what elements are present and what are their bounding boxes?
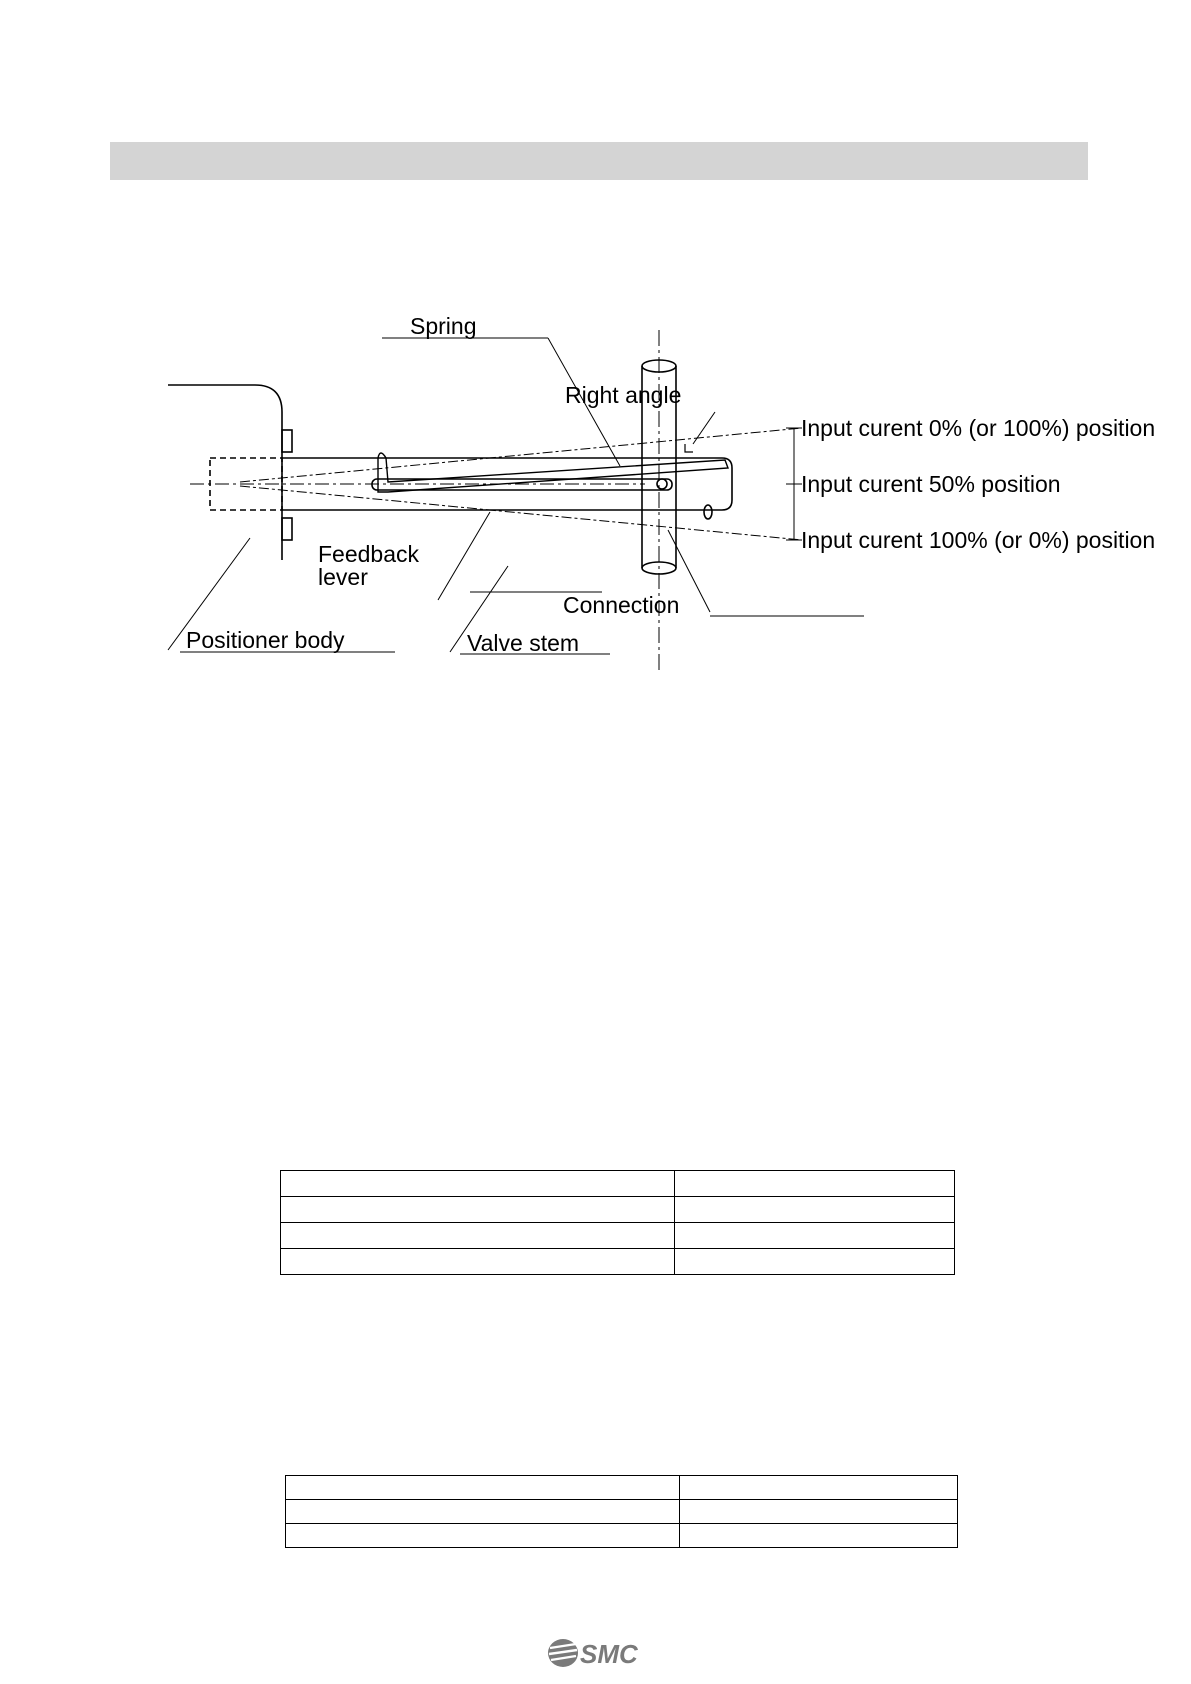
table-row <box>281 1197 955 1223</box>
adjust-pin <box>704 505 712 519</box>
label-spring: Spring <box>410 313 477 339</box>
label-input-50: Input curent 50% position <box>801 471 1061 497</box>
table-cell <box>286 1524 680 1548</box>
table-row <box>286 1500 958 1524</box>
section-header-bar <box>110 142 1088 180</box>
mount-tab-top <box>282 430 292 452</box>
smc-logo-text: SMC <box>580 1639 638 1669</box>
label-input-0: Input curent 0% (or 100%) position <box>801 415 1156 441</box>
positioner-body-outline <box>168 385 282 560</box>
leader-right-angle <box>693 412 715 444</box>
table-cell <box>281 1249 675 1275</box>
label-feedback-lever-2: lever <box>318 564 368 590</box>
smc-logo-icon <box>548 1639 578 1667</box>
label-right-angle: Right angle <box>565 382 682 408</box>
table-cell <box>675 1197 955 1223</box>
table-row <box>281 1171 955 1197</box>
table-cell <box>286 1500 680 1524</box>
label-positioner-body: Positioner body <box>186 627 345 653</box>
feedback-lever-diagram <box>150 300 1156 670</box>
label-input-100: Input curent 100% (or 0%) position <box>801 527 1156 553</box>
label-valve-stem: Valve stem <box>467 630 580 656</box>
label-connection: Connection <box>563 592 680 618</box>
table-cell <box>680 1524 958 1548</box>
spec-table-2 <box>285 1475 958 1548</box>
smc-logo <box>546 1636 646 1670</box>
table-row <box>286 1524 958 1548</box>
pos-line-100 <box>240 486 802 540</box>
right-angle-mark <box>685 444 693 452</box>
table-row <box>281 1249 955 1275</box>
table-cell <box>281 1223 675 1249</box>
table-cell <box>675 1223 955 1249</box>
leader-feedback <box>438 512 490 600</box>
spec-table-1 <box>280 1170 955 1275</box>
table-cell <box>675 1171 955 1197</box>
table-cell <box>281 1197 675 1223</box>
table-cell <box>286 1476 680 1500</box>
table-cell <box>281 1171 675 1197</box>
table-cell <box>675 1249 955 1275</box>
table-row <box>286 1476 958 1500</box>
label-feedback-lever-1: Feedback <box>318 541 420 567</box>
table-row <box>281 1223 955 1249</box>
mount-tab-bottom <box>282 518 292 540</box>
table-cell <box>680 1500 958 1524</box>
table-cell <box>680 1476 958 1500</box>
